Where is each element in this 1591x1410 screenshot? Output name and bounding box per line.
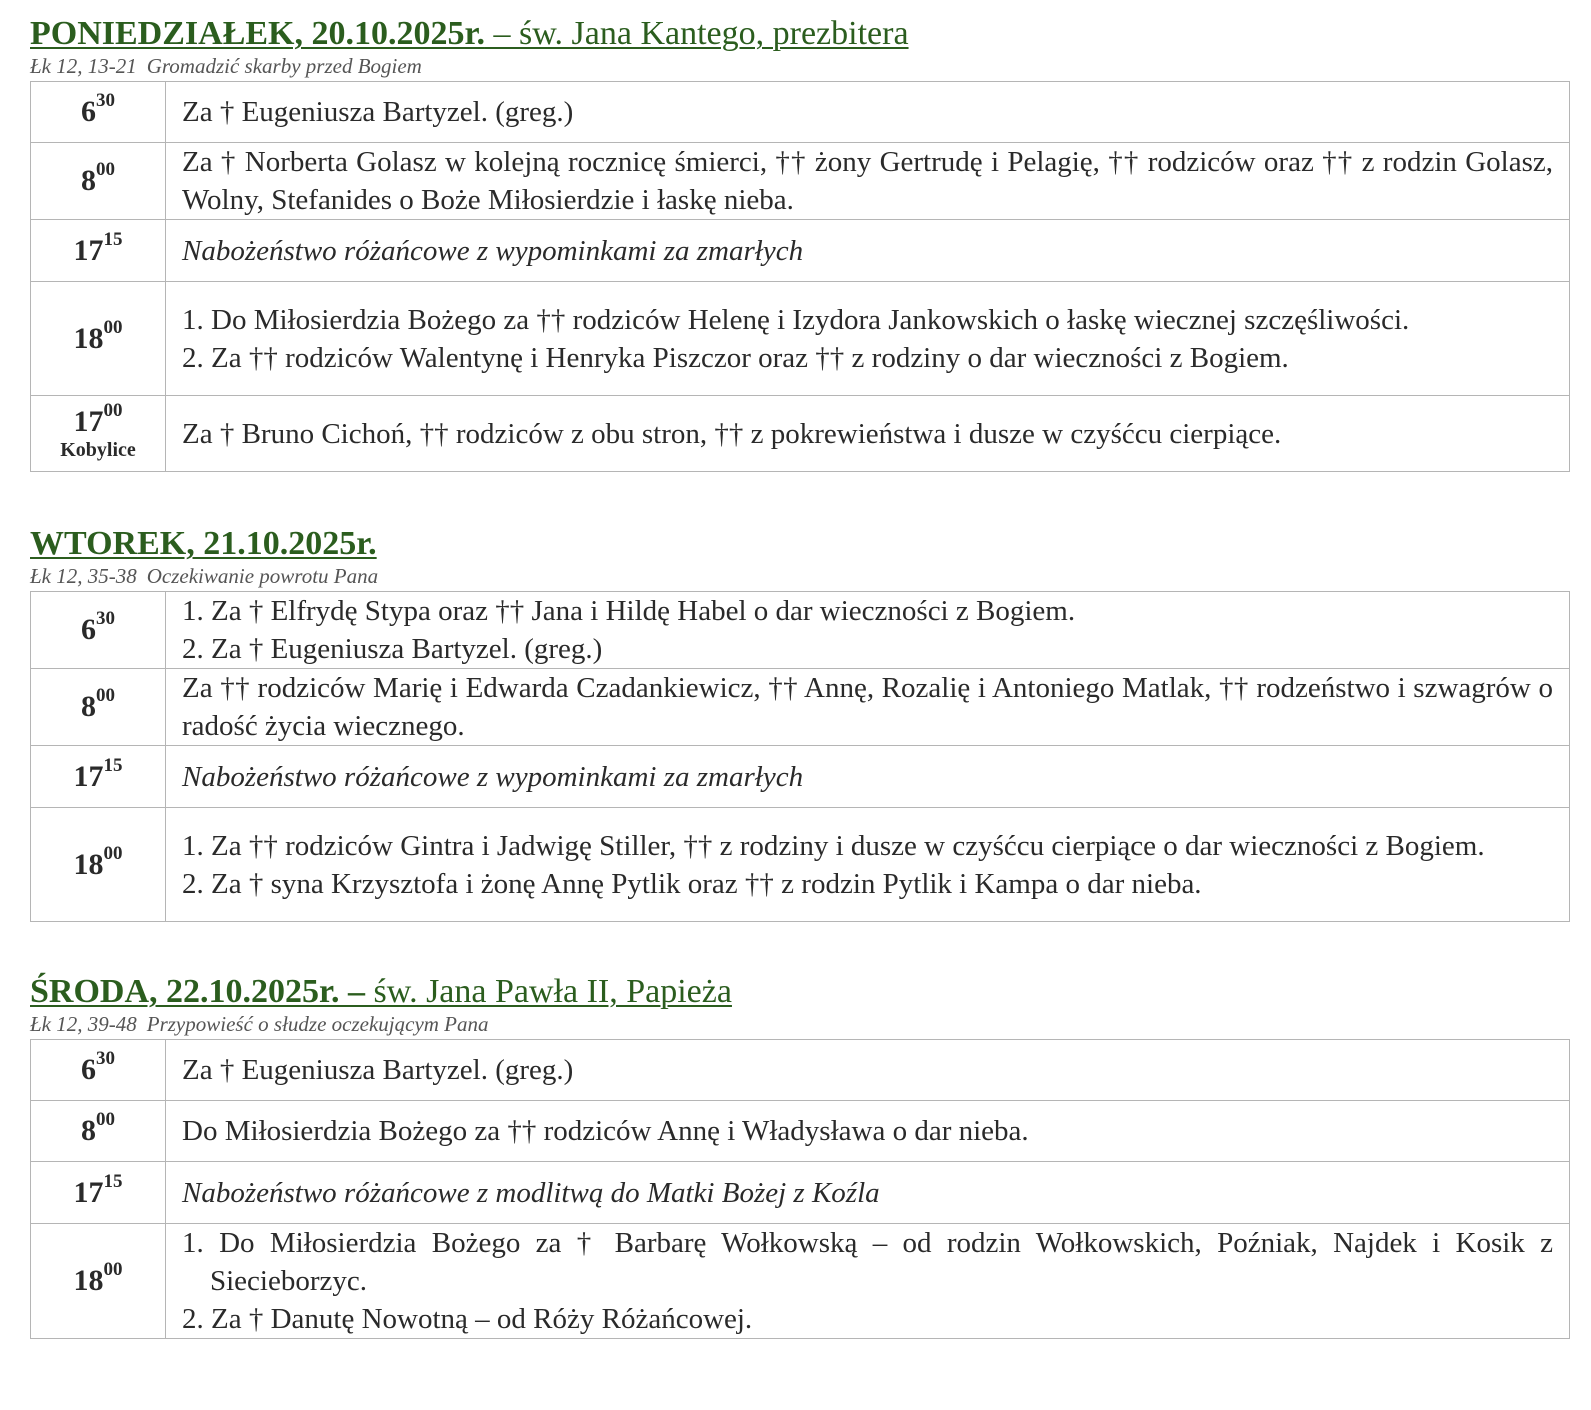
table-row [31, 396, 1570, 472]
reading-title: Oczekiwanie powrotu Pana [146, 564, 379, 588]
mass-time: $17^{15}$ [31, 1162, 166, 1224]
day-date: ŚRODA, 22.10.2025r. – [30, 973, 365, 1010]
day-heading [30, 972, 1570, 1012]
reading-title: Przypowieść o słudze oczekującym Pana [146, 1012, 489, 1036]
day-heading [30, 14, 1570, 54]
mass-time: $8^{00}$ [31, 669, 166, 746]
day-saint: – św. Jana Kantego, prezbitera [484, 15, 909, 52]
intention-text: 2. Za †† rodziców Walentynę i Henryka Piszczor oraz †† z rodziny o dar wieczności z Bogiem. [182, 341, 1289, 374]
mass-schedule-table [30, 81, 1570, 472]
mass-intention [166, 282, 1570, 396]
intention-text: 1. Za †† rodziców Gintra i Jadwigę Stiller, †† z rodziny i dusze w czyśćcu cierpiące o dar wieczności z Bogiem. [182, 829, 1485, 862]
gospel-reading [30, 564, 1570, 588]
mass-time: $6^{30}$ [31, 592, 166, 669]
intention-text: Za † Eugeniusza Bartyzel. (greg.) [182, 96, 574, 128]
intention-text: 2. Za † Danutę Nowotną – od Róży Różańcowej. [182, 1303, 753, 1335]
table-row [31, 282, 1570, 396]
mass-time: $8^{00}$ [31, 1101, 166, 1162]
intention-text: 1. Za † Elfrydę Stypa oraz †† Jana i Hildę Habel o dar wieczności z Bogiem. [182, 595, 1076, 627]
table-row [31, 1162, 1570, 1224]
devotion-text: Nabożeństwo różańcowe z wypominkami za zmarłych [182, 760, 804, 793]
mass-intention [166, 1101, 1570, 1162]
intention-text: Do Miłosierdzia Bożego za †† rodziców Annę i Władysława o dar nieba. [182, 1115, 1029, 1147]
mass-intention [166, 82, 1570, 143]
table-row [31, 1040, 1570, 1101]
mass-intention [166, 143, 1570, 220]
table-row [31, 669, 1570, 746]
intention-text: 2. Za † syna Krzysztofa i żonę Annę Pytlik oraz †† z rodzin Pytlik i Kampa o dar nieba. [182, 867, 1202, 900]
reading-title: Gromadzić skarby przed Bogiem [146, 54, 422, 78]
table-row [31, 143, 1570, 220]
mass-intention [166, 592, 1570, 669]
mass-intention [166, 220, 1570, 282]
intention-text: 2. Za † Eugeniusza Bartyzel. (greg.) [182, 633, 603, 665]
mass-time: $6^{30}$ [31, 82, 166, 143]
mass-time: $8^{00}$ [31, 143, 166, 220]
intention-text: Za † Bruno Cichoń, †† rodziców z obu stron, †† z pokrewieństwa i dusze w czyśćcu cierpiące. [182, 417, 1282, 450]
gospel-reading [30, 54, 1570, 78]
mass-time: $17^{00}$ Kobylice [31, 396, 166, 472]
day-saint: św. Jana Pawła II, Papieża [365, 973, 732, 1010]
table-row [31, 82, 1570, 143]
intention-text: Za † Eugeniusza Bartyzel. (greg.) [182, 1054, 574, 1086]
mass-intention [166, 669, 1570, 746]
day-section-wednesday [30, 972, 1570, 1339]
mass-schedule-table [30, 1039, 1570, 1339]
mass-time: $18^{00}$ [31, 1224, 166, 1339]
table-row [31, 220, 1570, 282]
reading-ref: Łk 12, 35-38 [30, 564, 137, 588]
intention-text: 1. Do Miłosierdzia Bożego za †† rodziców Helenę i Izydora Jankowskich o łaskę wiecznej szczęśliwości. [182, 303, 1410, 336]
day-date: PONIEDZIAŁEK, 20.10.2025r. [30, 15, 485, 52]
table-row [31, 1224, 1570, 1339]
day-date: WTOREK, 21.10.2025r. [30, 525, 377, 562]
table-row [31, 746, 1570, 808]
reading-ref: Łk 12, 13-21 [30, 54, 137, 78]
day-section-tuesday [30, 524, 1570, 922]
intention-text: 1. Do Miłosierdzia Bożego za † Barbarę Wołkowską – od rodzin Wołkowskich, Poźniak, Najdek i Kosik z Siecieborzyc. [182, 1227, 1553, 1297]
table-row [31, 1101, 1570, 1162]
mass-intention [166, 808, 1570, 922]
mass-time: $17^{15}$ [31, 220, 166, 282]
mass-intention [166, 1040, 1570, 1101]
table-row [31, 808, 1570, 922]
reading-ref: Łk 12, 39-48 [30, 1012, 137, 1036]
mass-schedule-table [30, 591, 1570, 922]
mass-time: $17^{15}$ [31, 746, 166, 808]
mass-intention [166, 396, 1570, 472]
mass-time: $18^{00}$ [31, 808, 166, 922]
mass-location: Kobylice [60, 438, 136, 461]
day-section-monday [30, 14, 1570, 472]
mass-intention [166, 1162, 1570, 1224]
table-row [31, 592, 1570, 669]
mass-time: $6^{30}$ [31, 1040, 166, 1101]
mass-time: $18^{00}$ [31, 282, 166, 396]
devotion-text: Nabożeństwo różańcowe z wypominkami za zmarłych [182, 234, 804, 267]
devotion-text: Nabożeństwo różańcowe z modlitwą do Matki Bożej z Koźla [182, 1176, 880, 1209]
intention-text: Za †† rodziców Marię i Edwarda Czadankiewicz, †† Annę, Rozalię i Antoniego Matlak, †† rodzeństwo i szwagrów o radość życia wiecznego. [182, 672, 1553, 742]
day-heading [30, 524, 1570, 564]
mass-intention [166, 746, 1570, 808]
intention-text: Za † Norberta Golasz w kolejną rocznicę śmierci, †† żony Gertrudę i Pelagię, †† rodziców oraz †† z rodzin Golasz, Wolny, Stefanides o Boże Miłosierdzie i łaskę nieba. [182, 146, 1553, 216]
mass-intention [166, 1224, 1570, 1339]
gospel-reading [30, 1012, 1570, 1036]
